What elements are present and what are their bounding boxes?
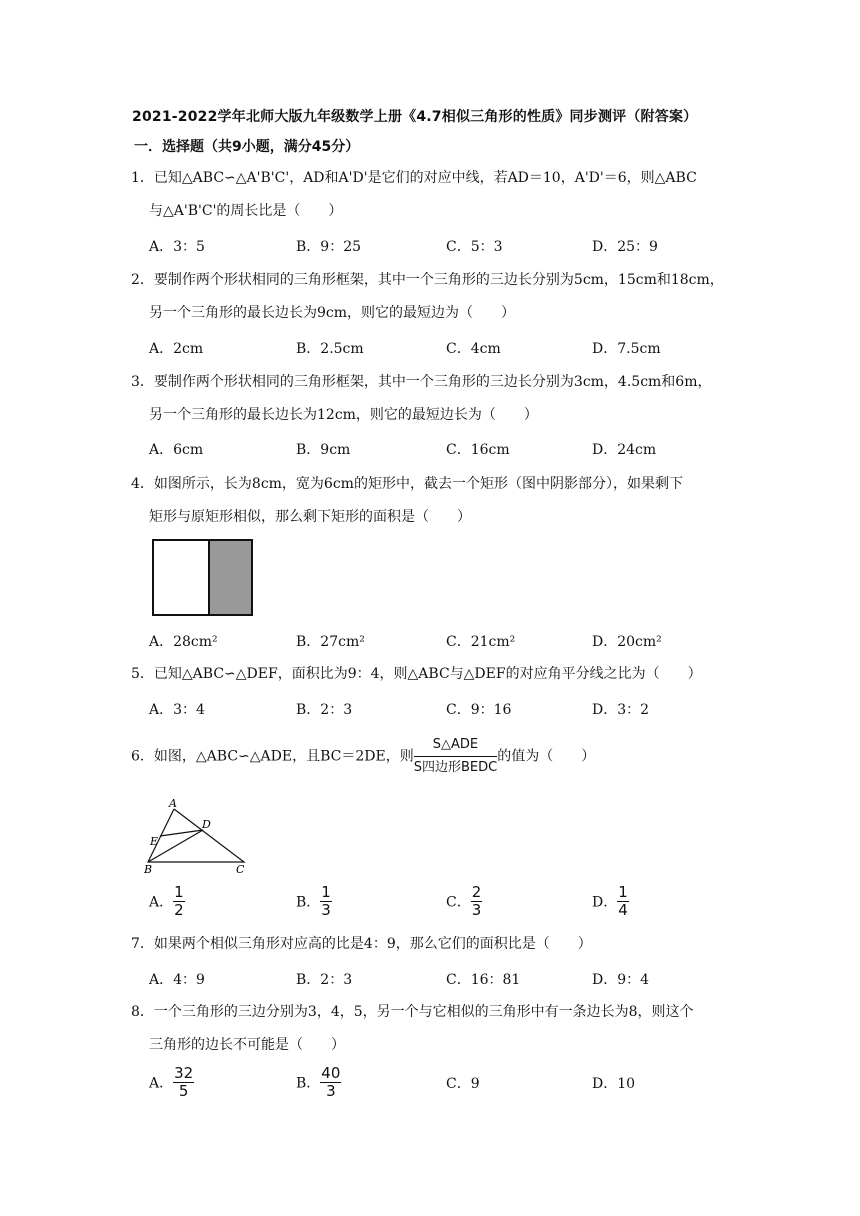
q4-option-c[interactable]: C．21cm²	[446, 634, 516, 650]
q1-option-b[interactable]: B．9：25	[296, 239, 362, 255]
q8-option-a-num: 32	[174, 1064, 194, 1082]
q6-option-d-num: 1	[618, 883, 628, 901]
q7-option-a[interactable]: A．4：9	[149, 972, 205, 988]
q6-option-b-den: 3	[321, 901, 331, 919]
q6-option-a-num: 1	[174, 883, 184, 901]
q6-option-a-label: A．	[149, 894, 174, 911]
q8-option-b-num: 40	[321, 1064, 341, 1082]
q6-option-d-den: 4	[618, 901, 628, 919]
q2-option-c[interactable]: C．4cm	[446, 341, 501, 357]
question-6-line	[131, 735, 595, 778]
q3-option-a[interactable]: A．6cm	[149, 442, 204, 458]
segment-ed	[160, 830, 203, 836]
q6-option-c-label: C．	[446, 894, 471, 911]
q1-option-a[interactable]: A．3：5	[149, 239, 205, 255]
q6-option-c-num: 2	[471, 883, 482, 901]
q4-option-a[interactable]: A．28cm²	[149, 634, 218, 650]
question-4-line-1: 4．如图所示，长为8cm，宽为6cm的矩形中，截去一个矩形（图中阴影部分），如果剩下	[131, 476, 683, 492]
q6-option-c-den: 3	[471, 901, 482, 919]
question-6-prefix: 6．如图，△ABC∽△ADE，且BC＝2DE，则	[131, 748, 414, 765]
question-3-line-2: 另一个三角形的最长边长为12cm，则它的最短边长为（ ）	[149, 407, 538, 423]
question-8-line-2: 三角形的边长不可能是（ ）	[149, 1037, 345, 1053]
q5-option-d[interactable]: D．3：2	[592, 702, 650, 718]
question-2-line-2: 另一个三角形的最长边长为9cm，则它的最短边为（ ）	[149, 305, 516, 321]
q2-option-a[interactable]: A．2cm	[149, 341, 204, 357]
question-4-line-2: 矩形与原矩形相似，那么剩下矩形的面积是（ ）	[149, 509, 471, 525]
q7-option-c[interactable]: C．16：81	[446, 972, 521, 988]
q6-option-c[interactable]	[446, 884, 482, 919]
q1-option-c[interactable]: C．5：3	[446, 239, 503, 255]
area-ratio-fraction	[414, 735, 497, 778]
q8-option-a-label: A．	[149, 1075, 174, 1092]
shaded-rectangle	[209, 540, 252, 615]
question-7-line-1: 7．如果两个相似三角形对应高的比是4：9，那么它们的面积比是（ ）	[131, 936, 592, 952]
q3-option-b[interactable]: B．9cm	[296, 442, 351, 458]
question-3-line-1: 3．要制作两个形状相同的三角形框架，其中一个三角形的三边长分别为3cm，4.5cm和6m，	[131, 374, 712, 390]
document-title: 2021-2022学年北师大版九年级数学上册《4.7相似三角形的性质》同步测评（附答案）	[132, 109, 698, 125]
q6-option-a[interactable]	[149, 884, 185, 919]
q8-option-a[interactable]	[149, 1065, 194, 1100]
q5-option-c[interactable]: C．9：16	[446, 702, 512, 718]
q2-option-d[interactable]: D．7.5cm	[592, 341, 661, 357]
q7-option-d[interactable]: D．9：4	[592, 972, 650, 988]
triangle-figure	[140, 795, 252, 875]
q6-option-d[interactable]	[592, 884, 629, 919]
question-8-line-1: 8．一个三角形的三边分别为3，4，5，另一个与它相似的三角形中有一条边长为8，则这个	[131, 1004, 694, 1020]
remaining-rectangle	[153, 540, 209, 615]
q1-option-d[interactable]: D．25：9	[592, 239, 658, 255]
question-5-line-1: 5．已知△ABC∽△DEF，面积比为9：4，则△ABC与△DEF的对应角平分线之比为（ ）	[131, 666, 702, 682]
q2-option-b[interactable]: B．2.5cm	[296, 341, 364, 357]
label-c: C	[236, 863, 245, 875]
q6-option-b-num: 1	[321, 883, 331, 901]
q6-option-b[interactable]	[296, 884, 332, 919]
area-ratio-numerator: S△ADE	[414, 735, 497, 757]
q8-option-a-den: 5	[178, 1082, 189, 1100]
question-1-line-1: 1．已知△ABC∽△A'B'C'，AD和A'D'是它们的对应中线，若AD＝10，A'D'＝6，则△ABC	[131, 170, 697, 186]
q8-option-b-label: B．	[296, 1075, 321, 1092]
q5-option-a[interactable]: A．3：4	[149, 702, 205, 718]
question-6-suffix: 的值为（ ）	[497, 748, 596, 765]
q7-option-b[interactable]: B．2：3	[296, 972, 353, 988]
label-d: D	[202, 818, 211, 831]
q4-option-b[interactable]: B．27cm²	[296, 634, 365, 650]
label-a: A	[169, 797, 177, 810]
q6-option-a-den: 2	[174, 901, 184, 919]
q5-option-b[interactable]: B．2：3	[296, 702, 353, 718]
q4-option-d[interactable]: D．20cm²	[592, 634, 662, 650]
q3-option-d[interactable]: D．24cm	[592, 442, 657, 458]
q8-option-b[interactable]	[296, 1065, 341, 1100]
q6-option-b-label: B．	[296, 894, 321, 911]
question-1-line-2: 与△A'B'C'的周长比是（ ）	[149, 203, 343, 219]
q3-option-c[interactable]: C．16cm	[446, 442, 510, 458]
q6-option-d-label: D．	[592, 894, 618, 911]
label-b: B	[144, 863, 153, 875]
area-ratio-denominator: S四边形BEDC	[413, 760, 498, 775]
question-2-line-1: 2．要制作两个形状相同的三角形框架，其中一个三角形的三边长分别为5cm，15cm和18cm，	[131, 272, 724, 288]
label-e: E	[150, 835, 159, 848]
q8-option-b-den: 3	[326, 1082, 336, 1100]
q8-option-d[interactable]: D．10	[592, 1076, 636, 1092]
q8-option-c[interactable]: C．9	[446, 1076, 480, 1092]
section-heading: 一．选择题（共9小题，满分45分）	[134, 139, 360, 155]
rectangle-figure	[152, 539, 254, 617]
